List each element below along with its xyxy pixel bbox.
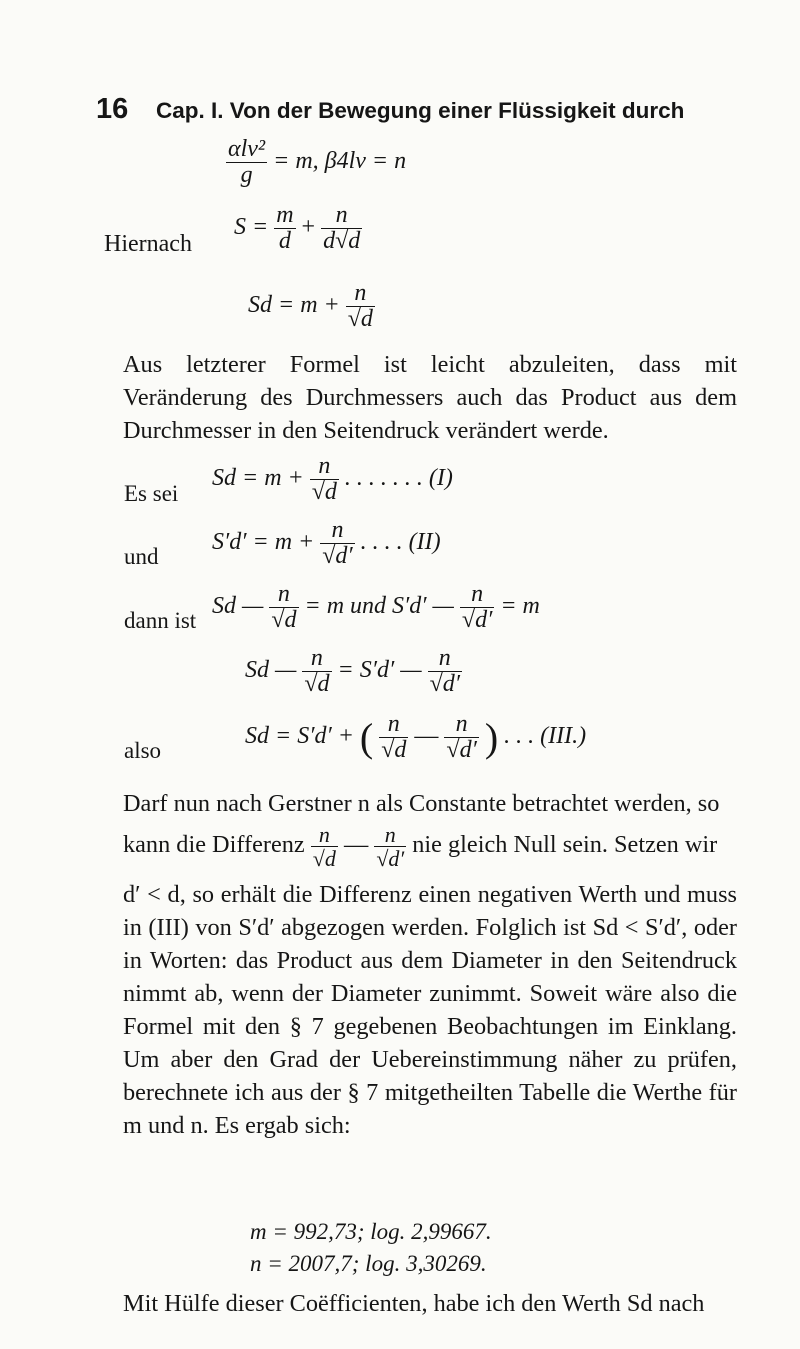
equation-text: S =: [234, 214, 269, 241]
equation-text: S′d′ = m +: [212, 529, 315, 556]
numerator: m: [276, 202, 294, 228]
closing-line: Mit Hülfe dieser Coëfficienten, habe ich den Werth Sd nach: [123, 1290, 705, 1317]
denominator: √d′: [429, 671, 460, 698]
open-paren: (: [359, 715, 374, 761]
also-label: also: [124, 738, 162, 763]
paragraph-2-line-1: Darf nun nach Gerstner n als Constante betrachtet werden, so: [123, 790, 720, 817]
fraction: [379, 712, 408, 763]
numerator: n: [310, 645, 323, 671]
dann-ist-label: dann ist: [124, 608, 197, 633]
page-number: 16: [96, 93, 129, 125]
fraction: [302, 646, 331, 697]
equation-text: = S′d′ —: [337, 657, 422, 684]
fraction: [374, 823, 406, 870]
equation-1: [234, 203, 362, 254]
fraction: [310, 454, 339, 505]
equation-row3: [212, 582, 540, 633]
n-value-line: n = 2007,7; log. 3,30269.: [250, 1251, 487, 1276]
denominator: √d: [312, 846, 336, 872]
hiernach-label: Hiernach: [104, 231, 192, 257]
fraction: [226, 137, 267, 188]
fraction: [346, 281, 375, 332]
numerator: n: [331, 517, 344, 543]
fraction: [320, 518, 354, 569]
fraction: [274, 203, 295, 254]
equation-text: Sd —: [212, 593, 264, 620]
numerator: n: [318, 822, 330, 847]
equation-II: [212, 518, 441, 569]
numerator: n: [318, 453, 331, 479]
equation-tag: . . . . . . . (I): [344, 465, 453, 492]
numerator: n: [277, 581, 290, 607]
equation-0: [226, 137, 406, 188]
fraction: [311, 823, 338, 870]
plus-sign: +: [301, 214, 316, 241]
denominator: d: [274, 228, 295, 254]
denominator: √d: [311, 479, 337, 506]
paragraph-2-body: d′ < d, so erhält die Differenz einen negativen Werth und muss in (III) von S′d′ abgezogen werden. Folglich ist Sd < S′d′, oder in Worten: das Product aus dem Diameter in den Seitendruck nimmt ab, wenn der Diameter zunimmt. Soweit wäre also die Formel mit den § 7 gegebenen Beobachtungen im Einklang. Um aber den Grad der Uebereinstimmung näher zu prüfen, berechnete ich aus der § 7 mitgetheilten Tabelle die Werthe für m und n. Es ergab sich:: [123, 881, 737, 1139]
denominator: d√d: [323, 228, 361, 255]
denominator: √d′: [446, 737, 477, 764]
minus-sign: —: [343, 831, 369, 859]
denominator: √d′: [376, 846, 405, 872]
fraction: [321, 203, 362, 254]
denominator: g: [226, 162, 267, 188]
equation-text: = m und S′d′ —: [304, 593, 454, 620]
running-title: Cap. I. Von der Bewegung einer Flüssigkeit durch: [156, 98, 685, 123]
text: nie gleich Null sein. Setzen wir: [412, 831, 718, 859]
equation-text: = m: [500, 593, 540, 620]
m-value-line: m = 992,73; log. 2,99667.: [250, 1219, 492, 1244]
denominator: √d′: [322, 543, 353, 570]
equation-text: Sd = m +: [212, 465, 304, 492]
equation-tag: . . . (III.): [504, 723, 587, 750]
equation-III: [245, 712, 586, 763]
minus-sign: —: [414, 723, 439, 750]
paragraph-2-line-2: [123, 823, 717, 870]
equation-2: [248, 281, 375, 332]
close-paren: ): [484, 715, 499, 761]
equation-text: Sd = m +: [248, 292, 340, 319]
denominator: √d: [304, 671, 330, 698]
equation-text: Sd —: [245, 657, 297, 684]
numerator: n: [387, 711, 400, 737]
und-label: und: [124, 544, 159, 569]
denominator: √d: [381, 737, 407, 764]
numerator: n: [455, 711, 468, 737]
numerator: n: [438, 645, 451, 671]
fraction: [269, 582, 298, 633]
paragraph-1: Aus letzterer Formel ist leicht abzuleiten, dass mit Veränderung des Durchmessers auch das Product aus dem Durchmesser in den Seitendruck verändert werde.: [123, 351, 737, 444]
fraction: [444, 712, 478, 763]
numerator: n: [335, 202, 348, 228]
denominator: √d: [271, 607, 297, 634]
text: kann die Differenz: [123, 831, 305, 859]
equation-tag: . . . . (II): [360, 529, 441, 556]
numerator: n: [471, 581, 484, 607]
numerator: αlv²: [228, 136, 266, 162]
equation-text: = m, β4lv = n: [273, 148, 407, 175]
equation-row4: [245, 646, 462, 697]
equation-I: [212, 454, 453, 505]
fraction: [460, 582, 494, 633]
numerator: n: [384, 822, 396, 847]
denominator: √d: [347, 306, 373, 333]
equation-text: Sd = S′d′ +: [245, 723, 354, 750]
numerator: n: [354, 280, 367, 306]
denominator: √d′: [461, 607, 493, 634]
fraction: [428, 646, 462, 697]
es-sei-label: Es sei: [124, 481, 179, 506]
